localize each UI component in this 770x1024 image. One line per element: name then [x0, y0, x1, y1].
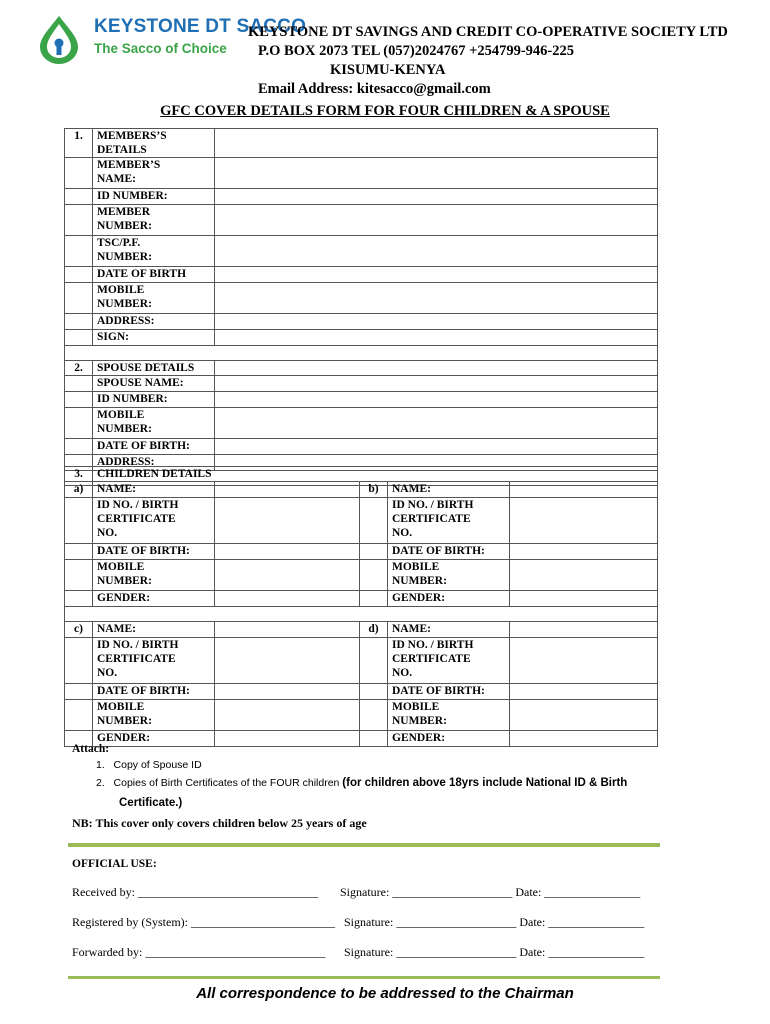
child-field-value[interactable] [215, 622, 360, 638]
registered-by-line: Registered by (System): ________________________ [72, 915, 335, 929]
children-number: 3. [65, 467, 93, 482]
spouse-field-num [65, 376, 93, 392]
attach-item-2-cont [119, 797, 182, 809]
child-letter [65, 700, 93, 731]
member-field-label: SIGN: [93, 330, 215, 346]
nb-note: NB: This cover only covers children below 25 years of age [72, 816, 367, 830]
member-field-label: MEMBER’S NAME: [93, 158, 215, 189]
org-address: P.O BOX 2073 TEL (057)2024767 +254799-946-225 [258, 43, 575, 59]
member-heading: MEMBERS’S DETAILS [93, 129, 215, 158]
spouse-field-value[interactable] [215, 376, 658, 392]
spouse-field-num [65, 408, 93, 439]
attach-item-text: Copy of Spouse ID [113, 759, 202, 771]
child-field-value[interactable] [215, 482, 360, 498]
logo-name: KEYSTONE DT SACCO [94, 16, 307, 37]
footer-note: All correspondence to be addressed to the Chairman [196, 985, 574, 1002]
member-heading-blank [215, 129, 658, 158]
org-name: KEYSTONE DT SAVINGS AND CREDIT CO-OPERATIVE SOCIETY LTD [248, 24, 728, 40]
member-field-value[interactable] [215, 330, 658, 346]
child-letter [360, 731, 388, 747]
child-field-value[interactable] [215, 731, 360, 747]
member-number: 1. [65, 129, 93, 158]
child-letter [360, 544, 388, 560]
member-field-label: DATE OF BIRTH [93, 267, 215, 283]
member-field-value[interactable] [215, 283, 658, 314]
member-field-value[interactable] [215, 267, 658, 283]
org-email: Email Address: kitesacco@gmail.com [258, 81, 491, 97]
forwarded-by-line: Forwarded by: ______________________________ [72, 945, 326, 959]
member-field-num [65, 267, 93, 283]
forwarded-signature-line: Signature: ____________________ Date: ________________ [344, 945, 645, 959]
child-field-label: ID NO. / BIRTH CERTIFICATE NO. [388, 638, 510, 684]
child-field-value[interactable] [215, 544, 360, 560]
member-field-value[interactable] [215, 236, 658, 267]
member-field-num [65, 314, 93, 330]
member-field-label: ID NUMBER: [93, 189, 215, 205]
child-field-label: GENDER: [93, 731, 215, 747]
spouse-field-label: DATE OF BIRTH: [93, 439, 215, 455]
member-field-num [65, 205, 93, 236]
child-letter [360, 638, 388, 684]
spouse-field-label: ID NUMBER: [93, 392, 215, 408]
child-field-value[interactable] [215, 638, 360, 684]
attach-item-2 [96, 777, 627, 789]
spouse-field-label: ADDRESS: [93, 455, 215, 471]
child-field-label: GENDER: [388, 591, 510, 607]
attach-item-note-cont: Certificate.) [119, 797, 183, 809]
child-field-label: ID NO. / BIRTH CERTIFICATE NO. [93, 638, 215, 684]
member-field-label: MEMBER NUMBER: [93, 205, 215, 236]
received-by-line: Received by: ______________________________ [72, 885, 318, 899]
child-field-value[interactable] [510, 731, 658, 747]
member-spouse-table [64, 128, 658, 486]
child-field-value[interactable] [510, 482, 658, 498]
child-field-value[interactable] [215, 684, 360, 700]
child-field-value[interactable] [510, 498, 658, 544]
member-field-value[interactable] [215, 158, 658, 189]
child-letter [65, 498, 93, 544]
child-field-value[interactable] [215, 700, 360, 731]
child-field-value[interactable] [215, 591, 360, 607]
child-letter [360, 591, 388, 607]
sacco-logo [34, 14, 307, 64]
child-field-label: NAME: [93, 482, 215, 498]
spouse-field-label: SPOUSE NAME: [93, 376, 215, 392]
child-field-label: MOBILE NUMBER: [93, 560, 215, 591]
member-field-value[interactable] [215, 205, 658, 236]
child-field-label: DATE OF BIRTH: [93, 544, 215, 560]
child-field-value[interactable] [510, 560, 658, 591]
spouse-heading-blank [215, 361, 658, 376]
attach-item-number: 2. [96, 777, 105, 789]
child-letter: d) [360, 622, 388, 638]
org-city: KISUMU-KENYA [330, 62, 446, 78]
child-field-value[interactable] [510, 638, 658, 684]
child-field-label: MOBILE NUMBER: [388, 560, 510, 591]
member-field-value[interactable] [215, 189, 658, 205]
attach-item-text: Copies of Birth Certificates of the FOUR children [113, 777, 343, 789]
child-field-value[interactable] [510, 684, 658, 700]
child-letter [360, 560, 388, 591]
children-heading: CHILDREN DETAILS [93, 467, 658, 482]
logo-tagline: The Sacco of Choice [94, 41, 227, 56]
child-field-label: MOBILE NUMBER: [388, 700, 510, 731]
member-field-num [65, 283, 93, 314]
divider [68, 843, 660, 847]
spouse-field-num [65, 392, 93, 408]
child-field-value[interactable] [510, 700, 658, 731]
child-field-label: GENDER: [93, 591, 215, 607]
child-field-label: DATE OF BIRTH: [388, 684, 510, 700]
spouse-field-num [65, 439, 93, 455]
member-field-num [65, 158, 93, 189]
spouse-heading: SPOUSE DETAILS [93, 361, 215, 376]
child-field-value[interactable] [510, 591, 658, 607]
spacer-row [65, 607, 658, 622]
attach-item-number: 1. [96, 759, 105, 771]
spouse-field-value[interactable] [215, 408, 658, 439]
child-letter [65, 560, 93, 591]
child-letter [65, 591, 93, 607]
member-field-label: ADDRESS: [93, 314, 215, 330]
received-signature-line: Signature: ____________________ Date: ________________ [340, 885, 641, 899]
children-table [64, 466, 658, 747]
child-letter [360, 684, 388, 700]
child-field-label: ID NO. / BIRTH CERTIFICATE NO. [93, 498, 215, 544]
leaf-keyhole-icon [34, 14, 84, 64]
child-field-value[interactable] [215, 498, 360, 544]
form-title: GFC COVER DETAILS FORM FOR FOUR CHILDREN & A SPOUSE [160, 103, 610, 119]
registered-signature-line: Signature: ____________________ Date: ________________ [344, 915, 645, 929]
child-field-label: DATE OF BIRTH: [388, 544, 510, 560]
footer-divider [68, 976, 660, 979]
member-field-num [65, 330, 93, 346]
child-field-value[interactable] [215, 560, 360, 591]
child-letter: a) [65, 482, 93, 498]
child-field-label: NAME: [93, 622, 215, 638]
child-field-value[interactable] [510, 544, 658, 560]
spouse-field-label: MOBILE NUMBER: [93, 408, 215, 439]
child-field-label: MOBILE NUMBER: [93, 700, 215, 731]
child-letter [360, 700, 388, 731]
child-field-label: NAME: [388, 482, 510, 498]
official-use-label: OFFICIAL USE: [72, 858, 157, 870]
member-field-num [65, 189, 93, 205]
attach-item-1 [96, 759, 202, 771]
member-field-value[interactable] [215, 314, 658, 330]
attach-item-note: (for children above 18yrs include National ID & Birth [342, 777, 628, 789]
child-field-label: NAME: [388, 622, 510, 638]
member-field-label: MOBILE NUMBER: [93, 283, 215, 314]
child-field-label: GENDER: [388, 731, 510, 747]
child-letter [65, 544, 93, 560]
child-letter [65, 684, 93, 700]
child-letter [360, 498, 388, 544]
child-letter [65, 638, 93, 684]
spacer-row [65, 346, 658, 361]
child-letter: c) [65, 622, 93, 638]
spouse-number: 2. [65, 361, 93, 376]
child-field-label: DATE OF BIRTH: [93, 684, 215, 700]
member-field-label: TSC/P.F. NUMBER: [93, 236, 215, 267]
member-field-num [65, 236, 93, 267]
spouse-field-value[interactable] [215, 439, 658, 455]
child-field-value[interactable] [510, 622, 658, 638]
attach-label: Attach: [72, 743, 110, 755]
child-field-label: ID NO. / BIRTH CERTIFICATE NO. [388, 498, 510, 544]
child-letter: b) [360, 482, 388, 498]
spouse-field-value[interactable] [215, 392, 658, 408]
